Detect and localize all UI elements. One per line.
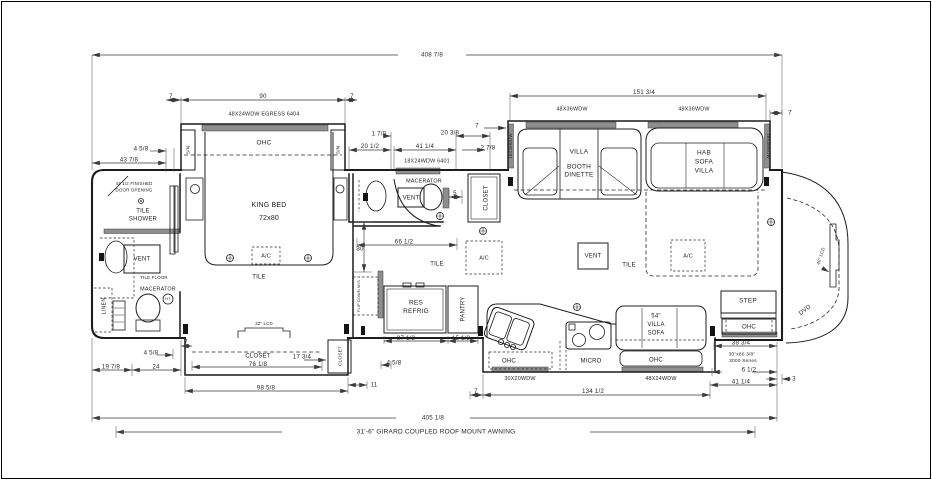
- shower-label: TILE: [136, 208, 150, 215]
- micro-label: MICRO: [580, 358, 602, 365]
- awning-label: 31'-6" GIRARD COUPLED ROOF MOUNT AWNING: [356, 428, 516, 436]
- closet-slide-interior: [192, 340, 351, 373]
- dinette-bench-left: [523, 148, 557, 195]
- step-label: STEP: [739, 297, 757, 305]
- dim: 7: [474, 388, 478, 396]
- shower-drain-dot: [140, 200, 142, 202]
- lcd32-label: 32" LCD: [255, 321, 273, 327]
- pantry-label: PANTRY: [460, 296, 467, 322]
- ohc-label: OHC: [742, 324, 756, 331]
- light-icon: [305, 255, 312, 262]
- sofa-label: HAB: [697, 149, 711, 157]
- dinette-label: VILLA: [569, 148, 589, 156]
- linen-label: LINEN: [101, 297, 108, 315]
- dim-bed-slide: 90: [259, 93, 267, 101]
- entry-door-size: 30"x80 3/8": [728, 352, 756, 358]
- dim: 2 7/8: [480, 144, 496, 152]
- shower-label: SHOWER: [128, 216, 158, 223]
- dim: 4 5/8: [386, 359, 402, 367]
- ht-label: HT: [165, 297, 171, 301]
- dim-overall-bottom: 405 1/8: [421, 414, 445, 422]
- seal-icon: [344, 324, 349, 334]
- seal-icon: [361, 326, 365, 335]
- sofa54-label: 54": [651, 313, 661, 320]
- front-cap-interior: [822, 224, 839, 287]
- dim: 30: [356, 245, 364, 253]
- lcd40-label: 40" LCD: [815, 246, 826, 266]
- sofa-label: VILLA: [694, 167, 714, 175]
- window-label: 48X24WDW EGRESS 6404: [228, 111, 300, 118]
- macerator-label: MACERATOR: [140, 286, 176, 293]
- dim-offset: 7: [475, 122, 479, 130]
- tile-label: TILE: [430, 261, 444, 268]
- bedroom-egress-window: [202, 125, 328, 131]
- dim: 1 7/8: [371, 130, 387, 138]
- door-opening-label: 42 1/2 FINISHED: [115, 181, 153, 187]
- king-bed-label: KING BED: [251, 201, 287, 209]
- mid-faucet: [363, 193, 368, 201]
- sink-bowl-left: [488, 311, 512, 339]
- toilet-tank-bar: [443, 188, 449, 208]
- fridge-label: REFRIG: [403, 308, 429, 316]
- burner-icon: [590, 325, 605, 340]
- dim: 41 1/4: [415, 143, 435, 151]
- bedroom-lcd-tv: [238, 328, 290, 338]
- seal-icon: [710, 326, 715, 336]
- rear-toilet-bowl: [136, 294, 160, 322]
- dim: 11: [370, 381, 378, 389]
- sofa-label: SOFA: [694, 158, 714, 166]
- micro-divider-dashed: [560, 341, 566, 370]
- lamp-left-icon: [191, 185, 200, 194]
- windshield-dashed: [787, 198, 839, 329]
- dim: 4 5/8: [133, 145, 149, 153]
- sn-label: S/N: [186, 145, 192, 155]
- entry-door-series: 3000 Series: [729, 358, 757, 364]
- lcd-leader-line: [822, 268, 829, 272]
- dim: 20 1/2: [360, 143, 380, 151]
- dim: 19 7/8: [101, 363, 121, 371]
- dim: 5: [453, 190, 457, 198]
- dim: 15 1/8: [451, 335, 471, 343]
- living-window-2: [648, 122, 738, 128]
- slide-travel-dashed: [646, 192, 758, 276]
- window-label: 48X36WDW: [678, 106, 710, 113]
- closet-label: CLOSET: [483, 185, 490, 211]
- slide-seal-symbols: [183, 177, 769, 336]
- window-label: 30X20WDW: [504, 375, 536, 382]
- page-border: [2, 2, 931, 479]
- nightstand-right: [334, 178, 347, 220]
- light-icon: [768, 219, 775, 226]
- seal-icon: [478, 326, 483, 336]
- macerator-label: MACERATOR: [406, 178, 442, 185]
- door-opening-label: DOOR OPENING: [115, 187, 153, 193]
- ac-label: A/C: [683, 253, 693, 260]
- dim: 3: [792, 375, 796, 383]
- dim-offset: 7: [169, 93, 173, 101]
- living-room: [514, 128, 766, 276]
- seal-icon: [508, 177, 513, 186]
- dim: 37 1/2: [396, 335, 416, 343]
- tile-floor-label: TILE FLOOR: [140, 275, 168, 281]
- vent-label: VENT: [402, 195, 420, 202]
- bedroom: [181, 130, 378, 338]
- light-icon: [227, 255, 234, 262]
- dim: 20 3/8: [440, 129, 460, 137]
- light-icon: [574, 304, 581, 311]
- dim: 38 3/4: [731, 339, 751, 347]
- dim: 76 1/8: [248, 361, 268, 369]
- window-label: 48X24WDW: [645, 375, 677, 382]
- dim: 66 1/2: [394, 238, 414, 246]
- dim: 41 1/4: [731, 378, 751, 386]
- dvd-label: DVD: [798, 304, 813, 317]
- king-bed-size: 72x80: [258, 214, 280, 222]
- dim: 17 3/4: [292, 353, 312, 361]
- sink-bowl-right: [506, 318, 530, 346]
- tile-label: TILE: [252, 274, 266, 281]
- front-lcd-tv: [830, 224, 839, 287]
- ohc-label: OHC: [502, 358, 516, 365]
- shower-wall-bar: [104, 229, 180, 234]
- seal-icon: [764, 177, 769, 186]
- king-bed: [205, 132, 333, 265]
- bath-curved-wall: [394, 179, 438, 226]
- window-label: 48X36WDW: [556, 106, 588, 113]
- flip-down-label: FLIP DOWN W/S: [357, 280, 361, 312]
- closet-label: CLOSET: [338, 345, 344, 367]
- front-cap: [782, 172, 848, 343]
- dim: 6 1/2: [741, 366, 757, 374]
- living-window-1: [526, 122, 616, 128]
- dim-living-slide: 151 3/4: [632, 89, 656, 97]
- interior-walls: [108, 174, 443, 338]
- light-icon: [437, 213, 444, 220]
- dinette-label: DINETTE: [564, 171, 594, 179]
- ac-label: A/C: [261, 253, 271, 260]
- sn-label: S/N: [336, 145, 342, 155]
- dim: 134 1/2: [581, 388, 605, 396]
- dim: 43 7/8: [119, 156, 139, 164]
- fridge-label: RES: [409, 299, 423, 307]
- dim: 7: [184, 339, 188, 347]
- ohc-label: OHC: [649, 357, 663, 364]
- ac-label: A/C: [479, 255, 489, 262]
- vent-label: VENT: [133, 256, 151, 263]
- dim: 24: [152, 363, 160, 371]
- burner-grid-icon: [569, 324, 575, 330]
- rear-vanity-dashed: [100, 238, 134, 298]
- step-tread: [721, 313, 776, 318]
- lamp-right-icon: [336, 185, 344, 193]
- window-label: 18X36WDW: [508, 133, 514, 159]
- tile-label: TILE: [622, 262, 636, 269]
- mid-toilet: [420, 184, 442, 210]
- burner-icon: [573, 334, 586, 347]
- dim-offset: 7: [788, 109, 792, 117]
- louvered-fixture: [113, 301, 125, 330]
- kitchen-ohc-dashed: [489, 352, 552, 369]
- extension-lines: [92, 55, 782, 438]
- sofa54-label: VILLA: [647, 322, 665, 329]
- light-icon: [480, 228, 487, 235]
- ceiling-light-symbols: [227, 213, 775, 311]
- dim-offset: 7: [350, 93, 354, 101]
- bedroom-tv-wall-bar: [378, 271, 383, 318]
- dim-overall-top: 408 7/8: [420, 51, 444, 59]
- dim: 4 5/8: [143, 349, 159, 357]
- window-label: 18X24WDW 6401: [404, 158, 450, 165]
- cooktop: [566, 322, 611, 349]
- ohc-label: OHC: [256, 139, 272, 147]
- sofa54-label: SOFA: [647, 330, 665, 337]
- dim: 98 5/8: [256, 384, 276, 392]
- dinette-label: BOOTH: [566, 163, 592, 171]
- closet-label: CLOSET: [245, 353, 271, 360]
- rear-faucet: [99, 253, 104, 261]
- window-label: 18X36WDW: [765, 133, 771, 159]
- louver-lines: [114, 308, 124, 322]
- mid-sink: [366, 181, 386, 211]
- seal-icon: [183, 324, 188, 334]
- vent-label: VENT: [584, 253, 602, 260]
